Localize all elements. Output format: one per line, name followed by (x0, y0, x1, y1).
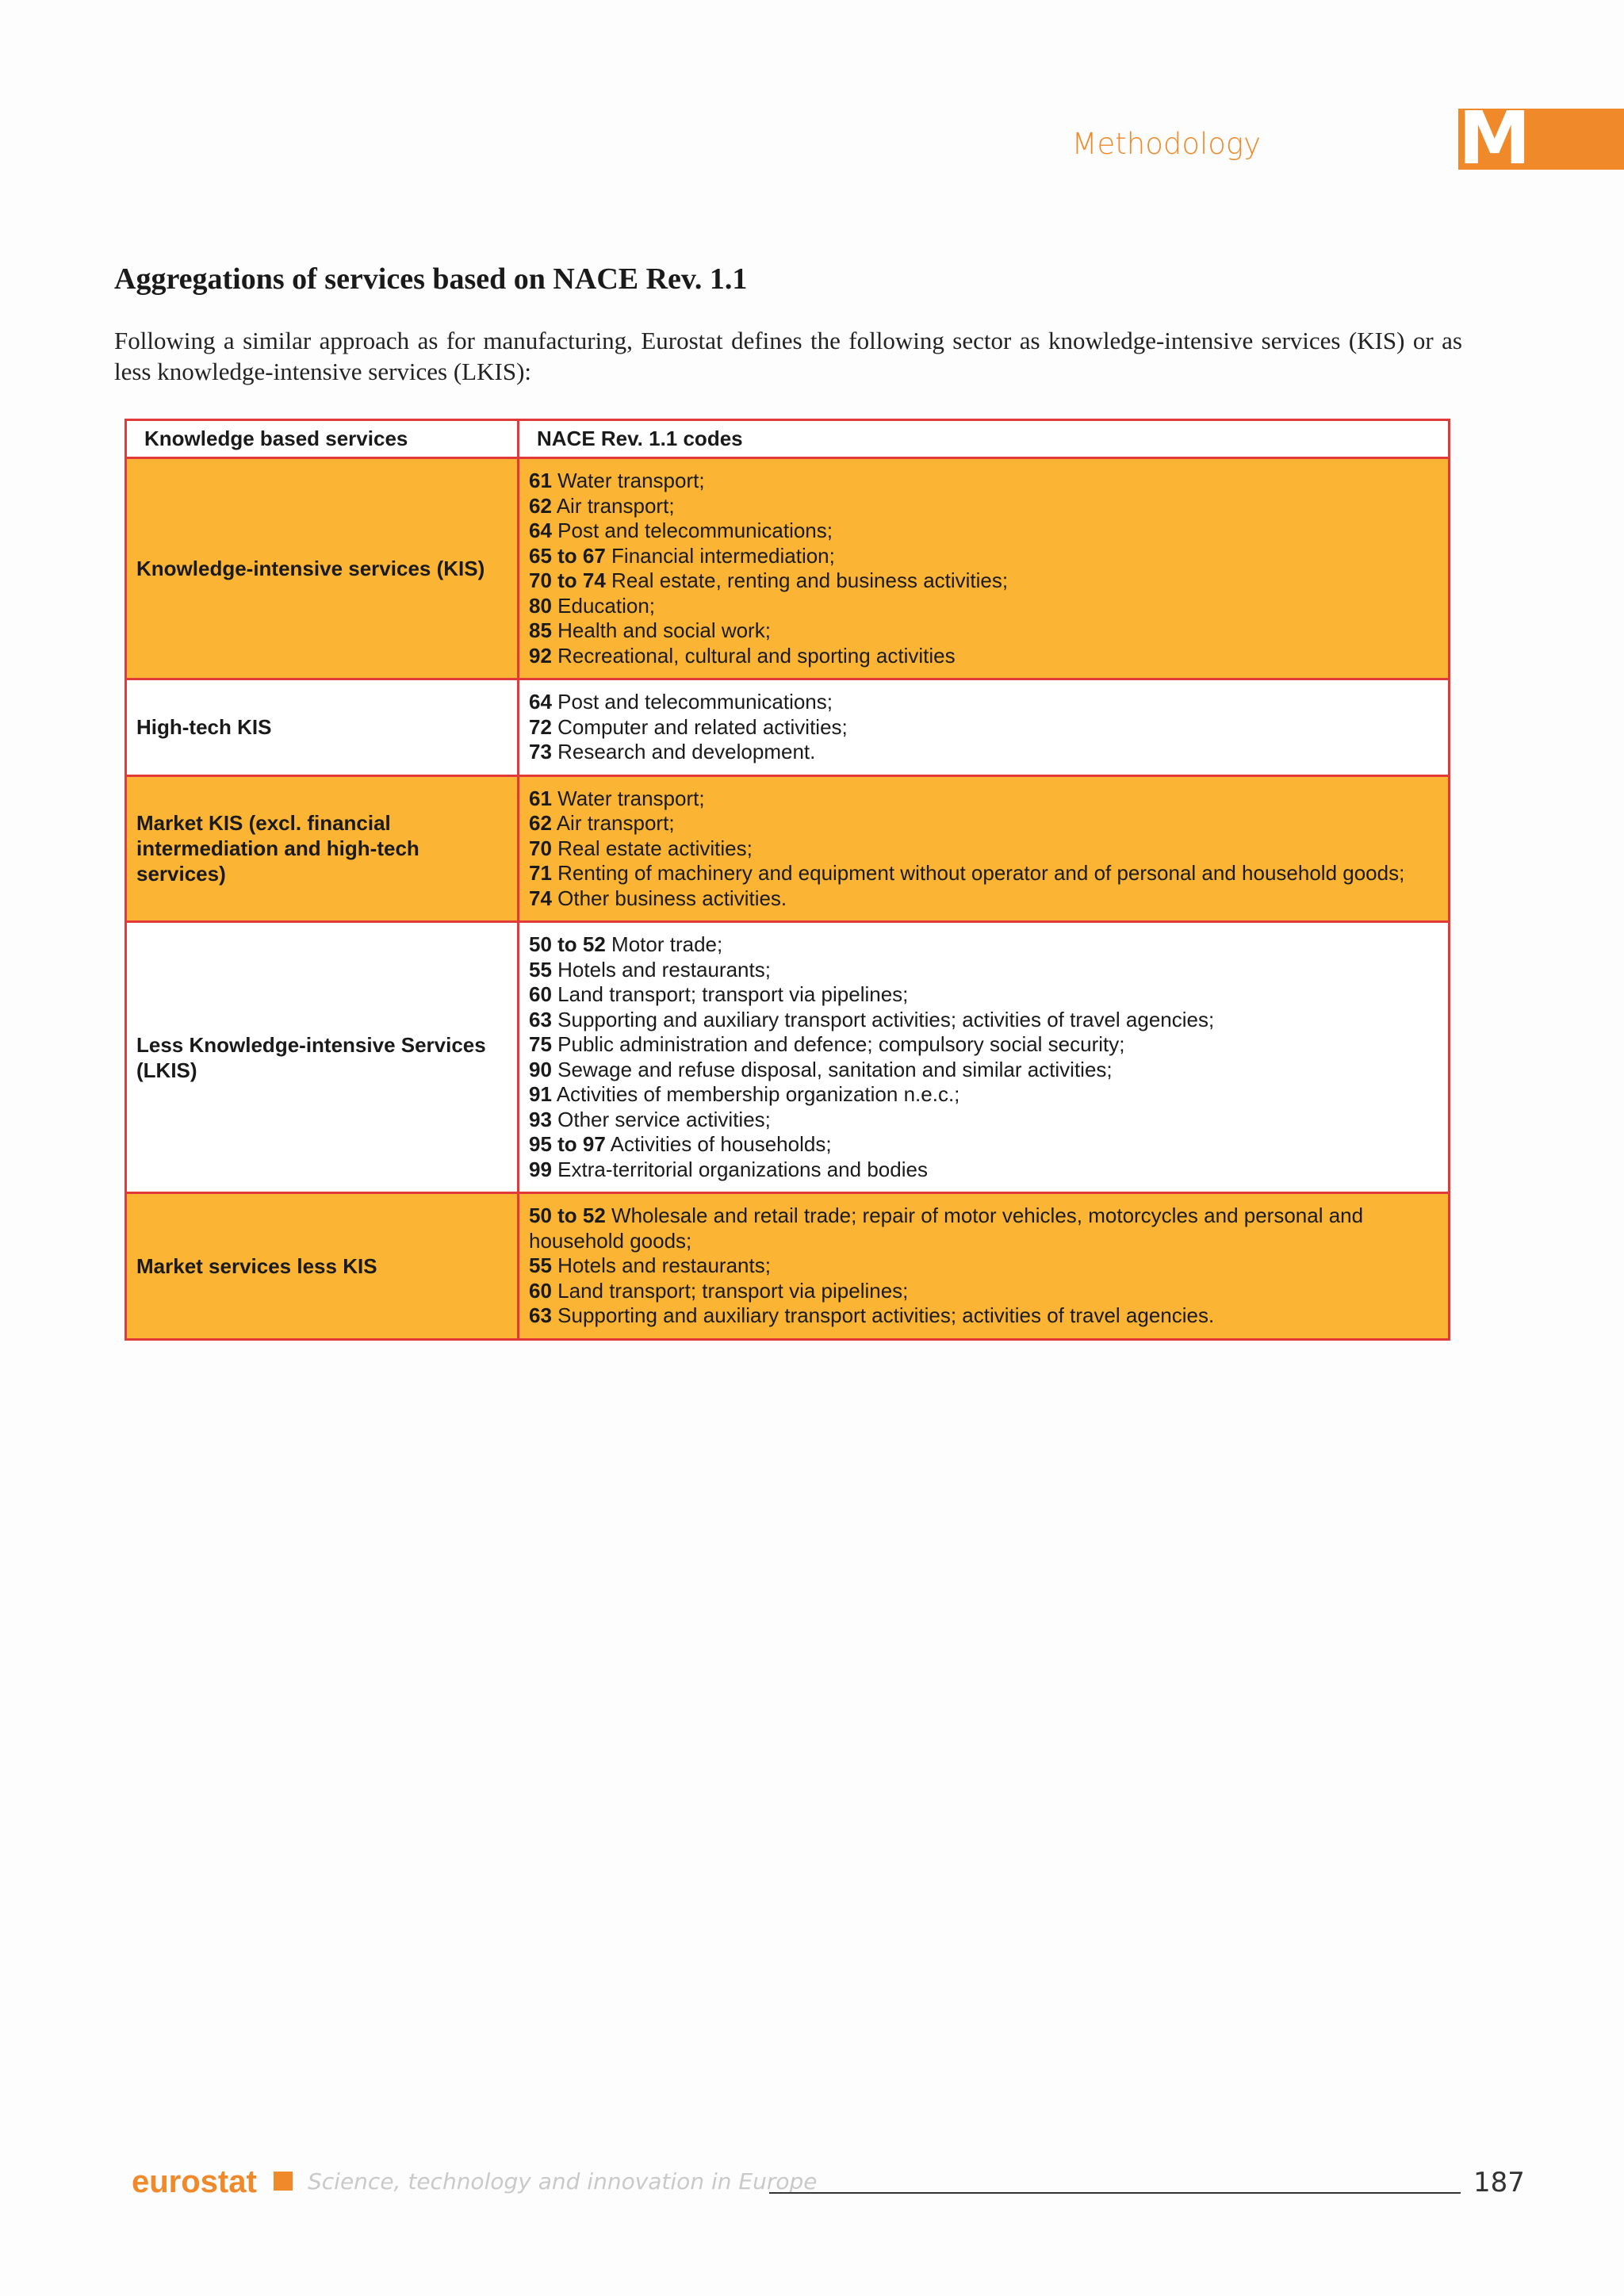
nace-code: 50 to 52 (529, 1203, 606, 1227)
nace-codes-cell (519, 679, 1450, 776)
nace-code: 85 (529, 618, 552, 642)
nace-codes-cell (519, 1193, 1450, 1340)
section-letter: M (1458, 96, 1531, 181)
nace-description: Air transport; (551, 493, 675, 518)
nace-code: 62 (529, 493, 552, 518)
nace-code: 61 (529, 786, 552, 810)
nace-code: 60 (529, 982, 552, 1006)
nace-code: 74 (529, 886, 552, 910)
publication-title: Science, technology and innovation in Europe (308, 2168, 818, 2195)
nace-description: Post and telecommunications; (551, 519, 833, 542)
nace-code: 90 (529, 1057, 552, 1081)
code-line (529, 1303, 1440, 1329)
code-line (529, 618, 1440, 644)
code-line (529, 740, 1440, 765)
nace-description: Research and development. (551, 740, 816, 763)
nace-code: 63 (529, 1007, 552, 1031)
nace-code: 60 (529, 1278, 552, 1303)
nace-description: Land transport; transport via pipelines; (551, 1278, 909, 1303)
code-line (529, 544, 1440, 569)
nace-code: 92 (529, 643, 552, 668)
code-line (529, 1158, 1440, 1183)
code-line (529, 982, 1440, 1008)
table-header-row (126, 420, 1450, 458)
nace-description: Real estate activities; (551, 836, 753, 860)
nace-description: Activities of households; (605, 1132, 832, 1156)
code-line (529, 494, 1440, 519)
nace-description: Real estate, renting and business activities; (605, 568, 1009, 592)
nace-code: 73 (529, 740, 552, 763)
nace-description: Supporting and auxiliary transport activities; activities of travel agencies; (551, 1007, 1215, 1031)
nace-code: 70 (529, 836, 552, 860)
code-line (529, 1253, 1440, 1279)
code-line (529, 861, 1440, 886)
nace-description: Public administration and defence; compulsory social security; (551, 1032, 1125, 1056)
service-category: Market KIS (excl. financial intermediation and high-tech services) (126, 775, 519, 922)
nace-description: Hotels and restaurants; (551, 1253, 771, 1277)
nace-code: 93 (529, 1107, 552, 1131)
nace-code: 63 (529, 1303, 552, 1327)
nace-code: 70 to 74 (529, 568, 606, 592)
code-line (529, 811, 1440, 836)
nace-code: 71 (529, 861, 552, 885)
nace-description: Wholesale and retail trade; repair of motor vehicles, motorcycles and personal and household goods; (529, 1203, 1364, 1253)
service-category: Market services less KIS (126, 1193, 519, 1340)
table-row (126, 922, 1450, 1193)
nace-code: 64 (529, 690, 552, 714)
code-line (529, 1132, 1440, 1158)
footer-divider (769, 2192, 1461, 2194)
nace-code: 50 to 52 (529, 932, 606, 956)
page-number: 187 (1473, 2167, 1525, 2198)
code-line (529, 786, 1440, 812)
eurostat-logo: eurostat (132, 2164, 257, 2199)
nace-aggregation-table (124, 419, 1450, 1341)
nace-description: Other service activities; (551, 1107, 771, 1131)
code-line (529, 958, 1440, 983)
code-line (529, 1058, 1440, 1083)
code-line (529, 932, 1440, 958)
nace-description: Renting of machinery and equipment without operator and of personal and household goods; (551, 861, 1405, 885)
nace-code: 55 (529, 1253, 552, 1277)
nace-description: Health and social work; (551, 618, 771, 642)
code-line (529, 644, 1440, 669)
nace-code: 61 (529, 469, 552, 492)
nace-code: 75 (529, 1032, 552, 1056)
column-header-codes: NACE Rev. 1.1 codes (519, 420, 1450, 458)
nace-description: Supporting and auxiliary transport activities; activities of travel agencies. (551, 1303, 1215, 1327)
nace-description: Activities of membership organization n.e.c.; (551, 1082, 960, 1106)
service-category: Less Knowledge-intensive Services (LKIS) (126, 922, 519, 1193)
code-line (529, 568, 1440, 594)
code-line (529, 519, 1440, 544)
nace-code: 80 (529, 593, 552, 618)
code-line (529, 1279, 1440, 1304)
nace-description: Land transport; transport via pipelines; (551, 982, 909, 1006)
nace-codes-cell (519, 458, 1450, 679)
nace-code: 62 (529, 811, 552, 835)
nace-description: Water transport; (551, 469, 705, 492)
service-category: Knowledge-intensive services (KIS) (126, 458, 519, 679)
code-line (529, 886, 1440, 912)
table-row (126, 458, 1450, 679)
nace-description: Motor trade; (605, 932, 723, 956)
nace-code: 64 (529, 519, 552, 542)
logo-square-icon (274, 2172, 293, 2191)
nace-description: Hotels and restaurants; (551, 957, 771, 982)
table-body (126, 458, 1450, 1340)
nace-code: 72 (529, 714, 552, 739)
code-line (529, 1032, 1440, 1058)
nace-codes-cell (519, 775, 1450, 922)
nace-description: Recreational, cultural and sporting activities (551, 643, 956, 668)
nace-description: Sewage and refuse disposal, sanitation and similar activities; (551, 1057, 1113, 1081)
column-header-services: Knowledge based services (126, 420, 519, 458)
nace-description: Computer and related activities; (551, 714, 848, 739)
nace-description: Post and telecommunications; (551, 690, 833, 714)
service-category: High-tech KIS (126, 679, 519, 776)
nace-description: Air transport; (551, 811, 675, 835)
code-line (529, 469, 1440, 494)
table-row (126, 775, 1450, 922)
table-row (126, 1193, 1450, 1340)
nace-description: Water transport; (551, 786, 705, 810)
nace-description: Extra-territorial organizations and bodies (551, 1157, 928, 1181)
code-line (529, 594, 1440, 619)
section-title: Methodology (1071, 127, 1261, 161)
code-line (529, 1108, 1440, 1133)
code-line (529, 1203, 1440, 1253)
code-line (529, 715, 1440, 740)
nace-code: 91 (529, 1082, 552, 1106)
nace-code: 55 (529, 957, 552, 982)
nace-description: Financial intermediation; (605, 543, 835, 568)
nace-description: Education; (551, 593, 656, 618)
intro-paragraph: Following a similar approach as for manufacturing, Eurostat defines the following sector as knowledge-intensive services (KIS) or as less knowledge-intensive services (LKIS): (114, 327, 1462, 385)
code-line (529, 836, 1440, 862)
nace-code: 95 to 97 (529, 1132, 606, 1156)
nace-description: Other business activities. (551, 886, 787, 910)
code-line (529, 1008, 1440, 1033)
code-line (529, 690, 1440, 715)
nace-codes-cell (519, 922, 1450, 1193)
table-row (126, 679, 1450, 776)
code-line (529, 1082, 1440, 1108)
nace-code: 99 (529, 1157, 552, 1181)
section-letter-badge (1458, 96, 1624, 181)
page-title: Aggregations of services based on NACE Rev. 1.1 (114, 262, 748, 296)
nace-code: 65 to 67 (529, 543, 606, 568)
